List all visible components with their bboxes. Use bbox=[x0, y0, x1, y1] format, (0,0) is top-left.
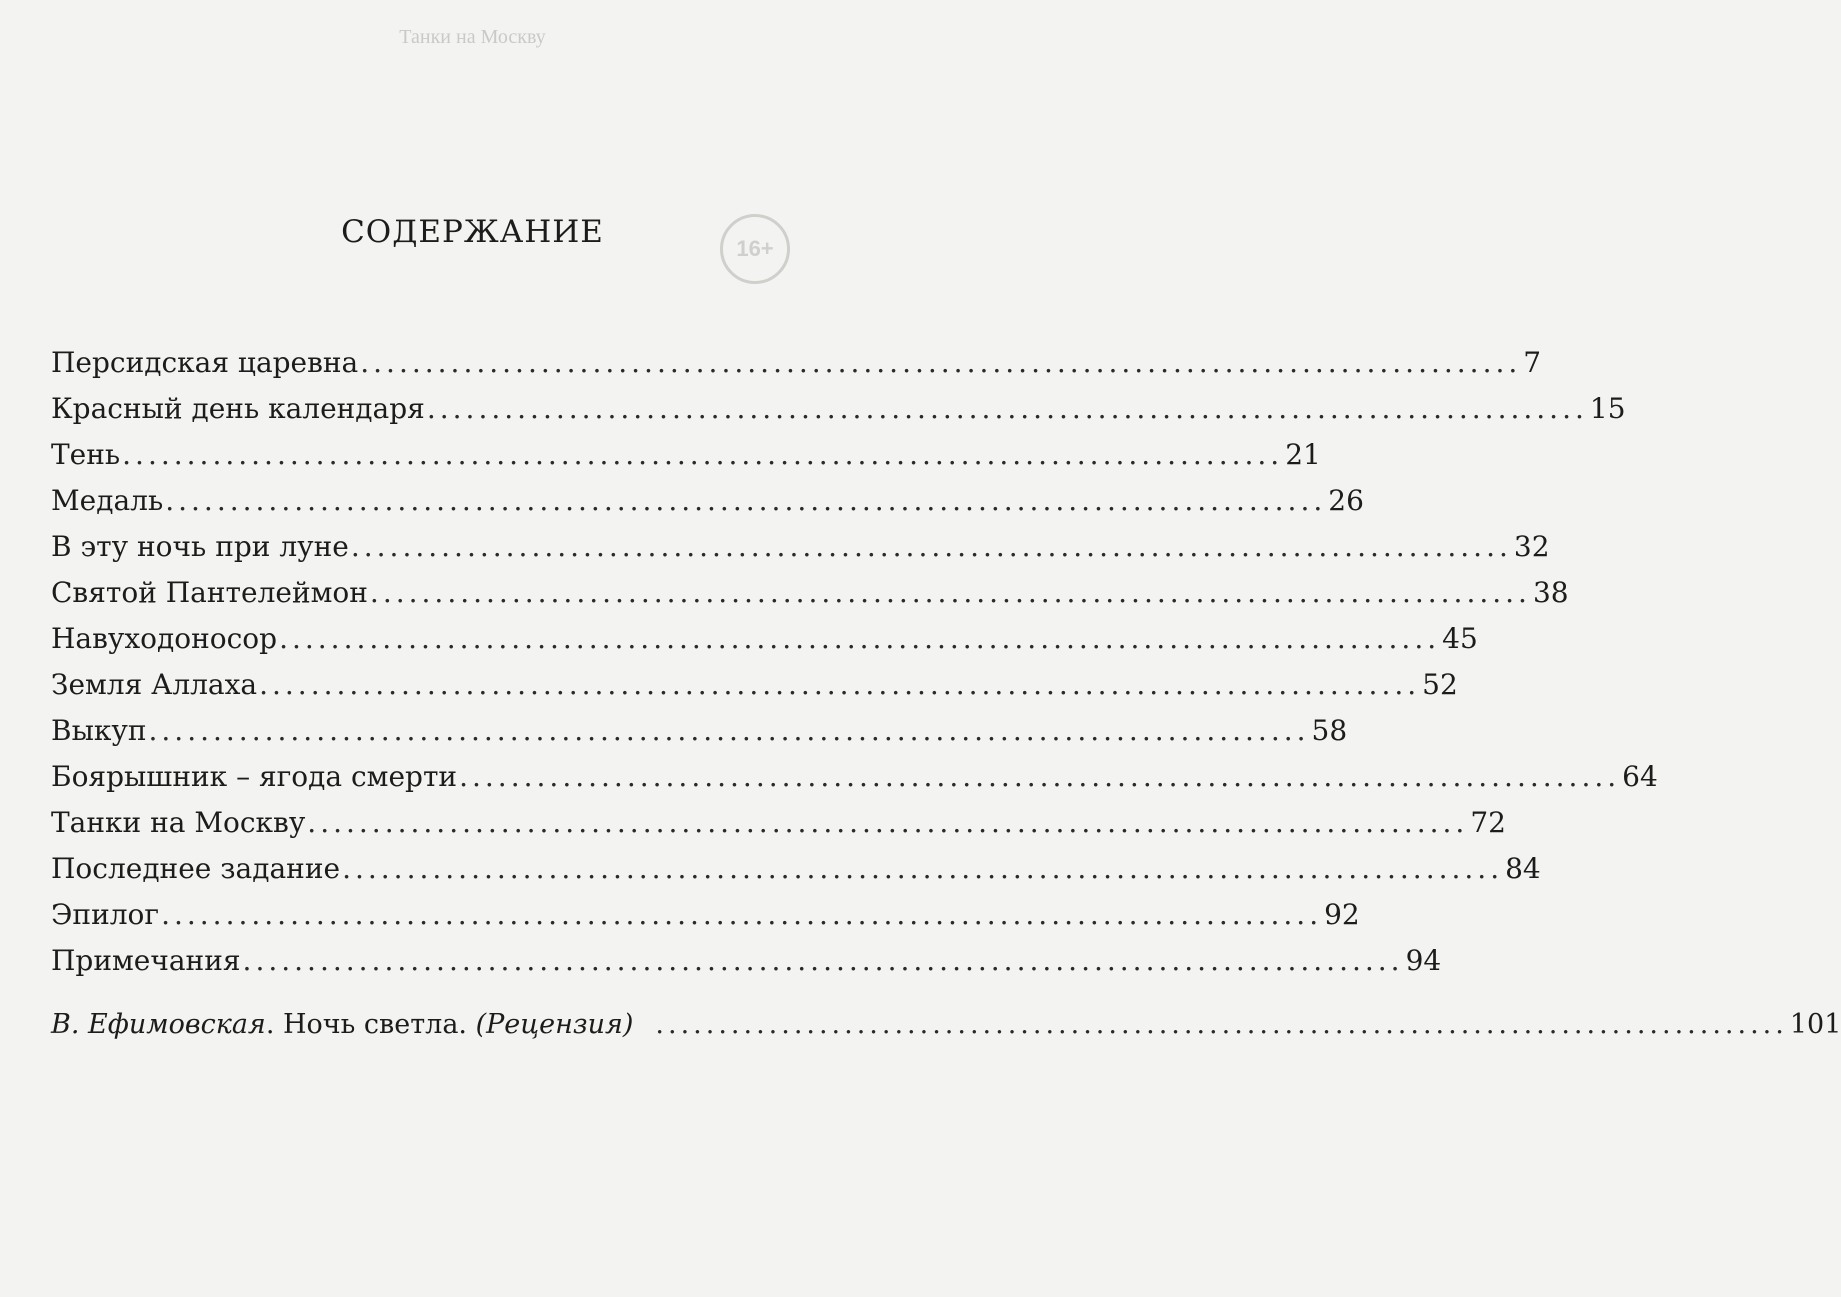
toc-entry-title: Танки на Москву bbox=[51, 806, 306, 839]
toc-entry bbox=[51, 840, 1541, 886]
toc-entry bbox=[51, 426, 1321, 472]
toc-entry-title: Примечания bbox=[51, 944, 241, 977]
toc-leader-dots: .......................................................................................... bbox=[360, 346, 1522, 379]
review-work-title: . Ночь светла. bbox=[265, 1009, 476, 1040]
toc-entry-title: Персидская царевна bbox=[51, 346, 359, 379]
toc-review-title bbox=[51, 1008, 633, 1042]
toc-entry bbox=[51, 610, 1478, 656]
toc-entry-title: В эту ночь при луне bbox=[51, 530, 349, 563]
toc-entry bbox=[51, 472, 1364, 518]
toc-leader-dots: .......................................................................................... bbox=[242, 944, 1404, 977]
table-of-contents bbox=[51, 334, 1841, 1042]
toc-entry bbox=[51, 334, 1542, 380]
toc-entry-title: Красный день календаря bbox=[51, 392, 425, 425]
toc-entry-title: Земля Аллаха bbox=[51, 668, 258, 701]
review-note: (Рецензия) bbox=[475, 1009, 634, 1040]
toc-entry bbox=[51, 932, 1442, 978]
bleed-through-text: Танки на Москву bbox=[399, 26, 546, 48]
toc-entry bbox=[51, 564, 1569, 610]
toc-leader-dots: .......................................................................................... bbox=[307, 806, 1469, 839]
toc-entry bbox=[51, 886, 1360, 932]
toc-page-number: 101 bbox=[1789, 1009, 1841, 1040]
toc-page-number: 92 bbox=[1324, 898, 1360, 931]
toc-page-number: 21 bbox=[1285, 438, 1321, 471]
toc-entry-title: Навуходоносор bbox=[51, 622, 278, 655]
toc-page-number: 45 bbox=[1442, 622, 1478, 655]
toc-leader-dots: .......................................................................................... bbox=[259, 668, 1421, 701]
toc-leader-dots: .......................................................................................... bbox=[161, 898, 1323, 931]
toc-entry bbox=[51, 794, 1506, 840]
toc-entry bbox=[51, 748, 1658, 794]
toc-leader-dots: .......................................................................................... bbox=[350, 530, 1512, 563]
toc-entry-title: Тень bbox=[51, 438, 121, 471]
toc-entry-title: Последнее задание bbox=[51, 852, 341, 885]
toc-leader-dots: .......................................................................................... bbox=[279, 622, 1441, 655]
toc-entry-title: Святой Пантелеймон bbox=[51, 576, 368, 609]
toc-page-number: 7 bbox=[1523, 346, 1542, 379]
review-author: В. Ефимовская bbox=[51, 1009, 266, 1040]
toc-entry-review bbox=[51, 996, 1841, 1042]
toc-entry bbox=[51, 518, 1550, 564]
toc-entry-title: Эпилог bbox=[51, 898, 160, 931]
toc-leader-dots: .......................................................................................... bbox=[369, 576, 1531, 609]
toc-page-number: 15 bbox=[1589, 392, 1626, 425]
toc-entry bbox=[51, 656, 1458, 702]
toc-leader-dots: .......................................................................................... bbox=[459, 760, 1621, 793]
toc-page-number: 64 bbox=[1622, 760, 1658, 793]
page-title: СОДЕРЖАНИЕ bbox=[341, 214, 604, 250]
toc-page-number: 84 bbox=[1505, 852, 1541, 885]
toc-leader-dots: .......................................................................................... bbox=[148, 714, 1310, 747]
toc-leader-dots: .......................................................................................... bbox=[655, 1009, 1788, 1040]
toc-leader-dots: .......................................................................................... bbox=[426, 392, 1588, 425]
toc-entry-title: Боярышник – ягода смерти bbox=[51, 760, 458, 793]
toc-leader-dots: .......................................................................................... bbox=[342, 852, 1504, 885]
toc-entry-title: Выкуп bbox=[51, 714, 147, 747]
toc-page-number: 52 bbox=[1422, 668, 1458, 701]
toc-page-number: 38 bbox=[1532, 576, 1569, 609]
toc-entry bbox=[51, 702, 1348, 748]
toc-page-number: 26 bbox=[1328, 484, 1364, 517]
toc-entry bbox=[51, 380, 1626, 426]
toc-leader-dots: .......................................................................................... bbox=[122, 438, 1284, 471]
toc-page-number: 72 bbox=[1470, 806, 1506, 839]
toc-page-number: 94 bbox=[1405, 944, 1442, 977]
toc-page-number: 58 bbox=[1311, 714, 1348, 747]
toc-page-number: 32 bbox=[1513, 530, 1550, 563]
toc-entry-title: Медаль bbox=[51, 484, 164, 517]
toc-leader-dots: .......................................................................................... bbox=[165, 484, 1327, 517]
age-rating-badge: 16+ bbox=[720, 214, 790, 284]
